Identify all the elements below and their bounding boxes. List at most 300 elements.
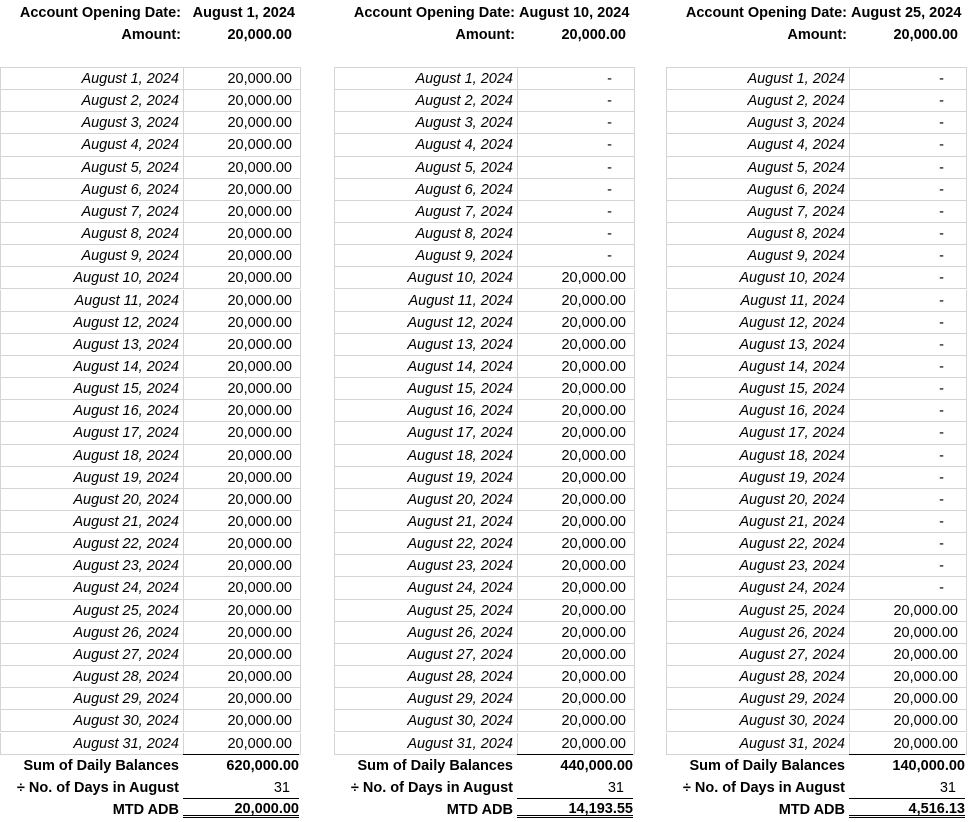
table-row — [666, 157, 967, 179]
table-row — [666, 666, 967, 688]
date-cell: August 15, 2024 — [0, 378, 183, 400]
opening-date-label: Account Opening Date: — [685, 5, 847, 21]
date-cell: August 6, 2024 — [0, 179, 183, 201]
table-row — [666, 267, 967, 289]
amount-cell: 20,000.00 — [517, 267, 635, 289]
table-row — [0, 334, 301, 356]
date-cell: August 25, 2024 — [666, 600, 849, 622]
date-cell: August 14, 2024 — [666, 356, 849, 378]
table-row — [666, 312, 967, 334]
table-row — [334, 422, 635, 444]
adb-value: 20,000.00 — [183, 798, 299, 818]
amount-cell: 20,000.00 — [183, 644, 301, 666]
table-row — [334, 577, 635, 599]
table-row — [666, 356, 967, 378]
date-cell: August 17, 2024 — [334, 422, 517, 444]
date-cell: August 22, 2024 — [334, 533, 517, 555]
amount-cell: - — [849, 577, 967, 599]
table-row — [0, 710, 301, 732]
table-row — [666, 290, 967, 312]
date-cell: August 22, 2024 — [0, 533, 183, 555]
amount-cell: 20,000.00 — [183, 90, 301, 112]
table-row — [0, 245, 301, 267]
amount-value: 20,000.00 — [893, 27, 958, 43]
date-cell: August 13, 2024 — [334, 334, 517, 356]
table-row — [334, 555, 635, 577]
date-cell: August 29, 2024 — [334, 688, 517, 710]
adb-value: 14,193.55 — [517, 798, 633, 818]
date-cell: August 28, 2024 — [334, 666, 517, 688]
amount-cell: 20,000.00 — [517, 666, 635, 688]
table-row — [666, 710, 967, 732]
table-row — [334, 733, 635, 755]
amount-cell: - — [849, 334, 967, 356]
date-cell: August 6, 2024 — [666, 179, 849, 201]
table-row — [334, 245, 635, 267]
table-row — [666, 733, 967, 755]
date-cell: August 29, 2024 — [0, 688, 183, 710]
amount-cell: 20,000.00 — [517, 733, 635, 755]
date-cell: August 18, 2024 — [666, 445, 849, 467]
opening-date-label: Account Opening Date: — [19, 5, 181, 21]
date-cell: August 15, 2024 — [334, 378, 517, 400]
amount-cell: 20,000.00 — [183, 179, 301, 201]
date-cell: August 5, 2024 — [0, 157, 183, 179]
date-cell: August 12, 2024 — [0, 312, 183, 334]
amount-cell: 20,000.00 — [849, 644, 967, 666]
amount-value: 20,000.00 — [561, 27, 626, 43]
amount-cell: 20,000.00 — [183, 334, 301, 356]
amount-cell: 20,000.00 — [183, 533, 301, 555]
table-row — [0, 400, 301, 422]
amount-cell: 20,000.00 — [183, 688, 301, 710]
date-cell: August 8, 2024 — [0, 223, 183, 245]
sum-label: Sum of Daily Balances — [23, 757, 179, 774]
table-row — [334, 267, 635, 289]
table-row — [0, 312, 301, 334]
days-label: ÷ No. of Days in August — [16, 779, 179, 796]
amount-cell: 20,000.00 — [517, 489, 635, 511]
amount-cell: - — [849, 179, 967, 201]
opening-date-value: August 10, 2024 — [519, 5, 630, 21]
daily-balance-table — [0, 67, 301, 755]
adb-label: MTD ADB — [112, 801, 179, 818]
amount-cell: 20,000.00 — [849, 710, 967, 732]
table-row — [334, 445, 635, 467]
table-row — [0, 112, 301, 134]
amount-cell: - — [517, 134, 635, 156]
table-row — [334, 290, 635, 312]
amount-cell: 20,000.00 — [183, 378, 301, 400]
table-row — [666, 577, 967, 599]
table-row — [0, 157, 301, 179]
date-cell: August 7, 2024 — [334, 201, 517, 223]
table-row — [666, 90, 967, 112]
table-row — [0, 179, 301, 201]
days-label: ÷ No. of Days in August — [350, 779, 513, 796]
table-row — [0, 267, 301, 289]
table-row — [0, 445, 301, 467]
adb-label: MTD ADB — [778, 801, 845, 818]
table-row — [334, 157, 635, 179]
amount-cell: - — [849, 467, 967, 489]
amount-cell: 20,000.00 — [517, 622, 635, 644]
table-row — [334, 400, 635, 422]
date-cell: August 15, 2024 — [666, 378, 849, 400]
date-cell: August 10, 2024 — [334, 267, 517, 289]
amount-cell: 20,000.00 — [849, 622, 967, 644]
amount-cell: 20,000.00 — [183, 600, 301, 622]
date-cell: August 21, 2024 — [666, 511, 849, 533]
table-row — [666, 644, 967, 666]
table-row — [666, 489, 967, 511]
amount-cell: 20,000.00 — [517, 378, 635, 400]
amount-cell: 20,000.00 — [517, 644, 635, 666]
table-row — [0, 68, 301, 90]
date-cell: August 16, 2024 — [0, 400, 183, 422]
amount-cell: 20,000.00 — [183, 223, 301, 245]
table-row — [666, 68, 967, 90]
opening-date-value: August 1, 2024 — [192, 5, 295, 21]
table-row — [0, 223, 301, 245]
amount-cell: 20,000.00 — [183, 134, 301, 156]
date-cell: August 27, 2024 — [666, 644, 849, 666]
date-cell: August 3, 2024 — [334, 112, 517, 134]
date-cell: August 17, 2024 — [0, 422, 183, 444]
date-cell: August 1, 2024 — [666, 68, 849, 90]
amount-cell: 20,000.00 — [183, 267, 301, 289]
table-row — [334, 666, 635, 688]
amount-cell: 20,000.00 — [517, 688, 635, 710]
date-cell: August 3, 2024 — [0, 112, 183, 134]
amount-cell: - — [849, 356, 967, 378]
table-row — [0, 90, 301, 112]
amount-cell: - — [849, 290, 967, 312]
table-row — [334, 68, 635, 90]
table-row — [0, 600, 301, 622]
date-cell: August 13, 2024 — [666, 334, 849, 356]
table-row — [0, 467, 301, 489]
table-row — [334, 90, 635, 112]
amount-cell: 20,000.00 — [183, 489, 301, 511]
date-cell: August 27, 2024 — [334, 644, 517, 666]
amount-cell: - — [849, 422, 967, 444]
date-cell: August 7, 2024 — [666, 201, 849, 223]
adb-value: 4,516.13 — [849, 798, 965, 818]
amount-cell: - — [849, 533, 967, 555]
amount-cell: - — [849, 245, 967, 267]
table-row — [0, 666, 301, 688]
table-row — [334, 644, 635, 666]
amount-cell: 20,000.00 — [183, 622, 301, 644]
amount-cell: 20,000.00 — [183, 511, 301, 533]
table-row — [666, 533, 967, 555]
table-row — [0, 134, 301, 156]
table-row — [666, 555, 967, 577]
table-row — [0, 533, 301, 555]
table-row — [666, 378, 967, 400]
date-cell: August 12, 2024 — [334, 312, 517, 334]
date-cell: August 16, 2024 — [666, 400, 849, 422]
amount-cell: 20,000.00 — [183, 68, 301, 90]
date-cell: August 31, 2024 — [0, 733, 183, 755]
date-cell: August 29, 2024 — [666, 688, 849, 710]
table-row — [334, 134, 635, 156]
date-cell: August 24, 2024 — [666, 577, 849, 599]
date-cell: August 26, 2024 — [0, 622, 183, 644]
table-row — [666, 467, 967, 489]
date-cell: August 7, 2024 — [0, 201, 183, 223]
amount-cell: 20,000.00 — [849, 666, 967, 688]
date-cell: August 2, 2024 — [666, 90, 849, 112]
date-cell: August 21, 2024 — [0, 511, 183, 533]
amount-cell: 20,000.00 — [517, 710, 635, 732]
amount-cell: 20,000.00 — [517, 467, 635, 489]
amount-cell: 20,000.00 — [183, 312, 301, 334]
table-row — [334, 223, 635, 245]
amount-cell: - — [849, 134, 967, 156]
table-row — [666, 400, 967, 422]
date-cell: August 1, 2024 — [334, 68, 517, 90]
date-cell: August 1, 2024 — [0, 68, 183, 90]
amount-cell: 20,000.00 — [183, 666, 301, 688]
date-cell: August 28, 2024 — [0, 666, 183, 688]
date-cell: August 5, 2024 — [334, 157, 517, 179]
table-row — [334, 467, 635, 489]
date-cell: August 31, 2024 — [334, 733, 517, 755]
table-row — [0, 489, 301, 511]
amount-cell: - — [849, 312, 967, 334]
date-cell: August 18, 2024 — [334, 445, 517, 467]
table-row — [666, 223, 967, 245]
date-cell: August 9, 2024 — [0, 245, 183, 267]
amount-cell: - — [849, 511, 967, 533]
sum-label: Sum of Daily Balances — [357, 757, 513, 774]
amount-cell: - — [517, 68, 635, 90]
amount-cell: 20,000.00 — [183, 245, 301, 267]
date-cell: August 24, 2024 — [0, 577, 183, 599]
date-cell: August 30, 2024 — [0, 710, 183, 732]
table-row — [334, 312, 635, 334]
table-row — [334, 179, 635, 201]
date-cell: August 23, 2024 — [0, 555, 183, 577]
amount-cell: 20,000.00 — [517, 400, 635, 422]
amount-cell: - — [849, 68, 967, 90]
amount-cell: 20,000.00 — [183, 356, 301, 378]
amount-cell: 20,000.00 — [183, 400, 301, 422]
amount-cell: 20,000.00 — [183, 733, 301, 755]
date-cell: August 23, 2024 — [334, 555, 517, 577]
amount-cell: - — [849, 201, 967, 223]
opening-date-value: August 25, 2024 — [851, 5, 962, 21]
amount-cell: - — [517, 245, 635, 267]
amount-cell: 20,000.00 — [517, 312, 635, 334]
date-cell: August 11, 2024 — [666, 290, 849, 312]
daily-balance-table — [334, 67, 635, 755]
date-cell: August 19, 2024 — [0, 467, 183, 489]
amount-cell: 20,000.00 — [849, 733, 967, 755]
amount-cell: - — [849, 378, 967, 400]
date-cell: August 30, 2024 — [666, 710, 849, 732]
table-row — [0, 733, 301, 755]
table-row — [334, 489, 635, 511]
sum-value: 440,000.00 — [517, 754, 633, 776]
date-cell: August 19, 2024 — [334, 467, 517, 489]
days-value: 31 — [607, 779, 624, 796]
amount-cell: 20,000.00 — [183, 157, 301, 179]
table-row — [0, 201, 301, 223]
date-cell: August 20, 2024 — [0, 489, 183, 511]
amount-cell: 20,000.00 — [183, 467, 301, 489]
amount-cell: - — [517, 223, 635, 245]
table-row — [0, 511, 301, 533]
table-row — [666, 334, 967, 356]
date-cell: August 31, 2024 — [666, 733, 849, 755]
table-row — [0, 422, 301, 444]
table-row — [666, 245, 967, 267]
date-cell: August 10, 2024 — [666, 267, 849, 289]
amount-cell: 20,000.00 — [517, 422, 635, 444]
amount-cell: 20,000.00 — [517, 600, 635, 622]
amount-cell: 20,000.00 — [183, 201, 301, 223]
amount-cell: 20,000.00 — [183, 577, 301, 599]
date-cell: August 4, 2024 — [334, 134, 517, 156]
date-cell: August 21, 2024 — [334, 511, 517, 533]
amount-cell: 20,000.00 — [849, 688, 967, 710]
amount-cell: - — [849, 555, 967, 577]
table-row — [334, 511, 635, 533]
table-row — [666, 112, 967, 134]
amount-cell: 20,000.00 — [517, 334, 635, 356]
days-label: ÷ No. of Days in August — [682, 779, 845, 796]
amount-label: Amount: — [455, 27, 515, 43]
amount-cell: 20,000.00 — [183, 555, 301, 577]
date-cell: August 6, 2024 — [334, 179, 517, 201]
sum-value: 620,000.00 — [183, 754, 299, 776]
table-row — [666, 422, 967, 444]
table-row — [666, 688, 967, 710]
amount-cell: - — [517, 179, 635, 201]
amount-cell: - — [849, 445, 967, 467]
amount-cell: 20,000.00 — [183, 445, 301, 467]
amount-cell: 20,000.00 — [517, 511, 635, 533]
date-cell: August 12, 2024 — [666, 312, 849, 334]
amount-cell: 20,000.00 — [517, 356, 635, 378]
amount-label: Amount: — [121, 27, 181, 43]
amount-cell: - — [849, 157, 967, 179]
date-cell: August 22, 2024 — [666, 533, 849, 555]
date-cell: August 16, 2024 — [334, 400, 517, 422]
amount-cell: - — [517, 201, 635, 223]
amount-cell: - — [849, 90, 967, 112]
amount-cell: 20,000.00 — [183, 710, 301, 732]
table-row — [666, 511, 967, 533]
sum-label: Sum of Daily Balances — [689, 757, 845, 774]
date-cell: August 3, 2024 — [666, 112, 849, 134]
date-cell: August 19, 2024 — [666, 467, 849, 489]
date-cell: August 24, 2024 — [334, 577, 517, 599]
date-cell: August 25, 2024 — [334, 600, 517, 622]
date-cell: August 30, 2024 — [334, 710, 517, 732]
table-row — [666, 622, 967, 644]
table-row — [334, 688, 635, 710]
amount-cell: 20,000.00 — [517, 290, 635, 312]
sum-value: 140,000.00 — [849, 754, 965, 776]
date-cell: August 11, 2024 — [334, 290, 517, 312]
date-cell: August 11, 2024 — [0, 290, 183, 312]
date-cell: August 9, 2024 — [334, 245, 517, 267]
table-row — [334, 378, 635, 400]
amount-cell: - — [849, 267, 967, 289]
amount-cell: - — [517, 90, 635, 112]
table-row — [334, 533, 635, 555]
days-value: 31 — [939, 779, 956, 796]
amount-cell: - — [849, 223, 967, 245]
amount-cell: 20,000.00 — [517, 445, 635, 467]
date-cell: August 4, 2024 — [666, 134, 849, 156]
amount-cell: 20,000.00 — [183, 290, 301, 312]
date-cell: August 23, 2024 — [666, 555, 849, 577]
amount-label: Amount: — [787, 27, 847, 43]
amount-cell: - — [849, 400, 967, 422]
date-cell: August 28, 2024 — [666, 666, 849, 688]
amount-cell: 20,000.00 — [849, 600, 967, 622]
table-row — [334, 201, 635, 223]
opening-date-label: Account Opening Date: — [353, 5, 515, 21]
amount-cell: - — [517, 157, 635, 179]
table-row — [0, 577, 301, 599]
table-row — [0, 290, 301, 312]
date-cell: August 26, 2024 — [334, 622, 517, 644]
date-cell: August 20, 2024 — [334, 489, 517, 511]
amount-cell: 20,000.00 — [517, 577, 635, 599]
date-cell: August 5, 2024 — [666, 157, 849, 179]
date-cell: August 25, 2024 — [0, 600, 183, 622]
date-cell: August 2, 2024 — [0, 90, 183, 112]
date-cell: August 26, 2024 — [666, 622, 849, 644]
table-row — [0, 356, 301, 378]
date-cell: August 27, 2024 — [0, 644, 183, 666]
date-cell: August 13, 2024 — [0, 334, 183, 356]
table-row — [334, 356, 635, 378]
date-cell: August 9, 2024 — [666, 245, 849, 267]
date-cell: August 14, 2024 — [0, 356, 183, 378]
daily-balance-table — [666, 67, 967, 755]
date-cell: August 2, 2024 — [334, 90, 517, 112]
table-row — [334, 334, 635, 356]
table-row — [334, 622, 635, 644]
amount-cell: - — [517, 112, 635, 134]
amount-cell: 20,000.00 — [517, 555, 635, 577]
amount-cell: 20,000.00 — [183, 112, 301, 134]
date-cell: August 10, 2024 — [0, 267, 183, 289]
table-row — [334, 710, 635, 732]
table-row — [666, 445, 967, 467]
table-row — [0, 622, 301, 644]
table-row — [0, 378, 301, 400]
table-row — [666, 201, 967, 223]
amount-cell: - — [849, 112, 967, 134]
date-cell: August 14, 2024 — [334, 356, 517, 378]
amount-cell: 20,000.00 — [517, 533, 635, 555]
table-row — [666, 134, 967, 156]
days-value: 31 — [273, 779, 290, 796]
table-row — [0, 555, 301, 577]
date-cell: August 8, 2024 — [666, 223, 849, 245]
table-row — [334, 600, 635, 622]
table-row — [0, 644, 301, 666]
table-row — [666, 600, 967, 622]
